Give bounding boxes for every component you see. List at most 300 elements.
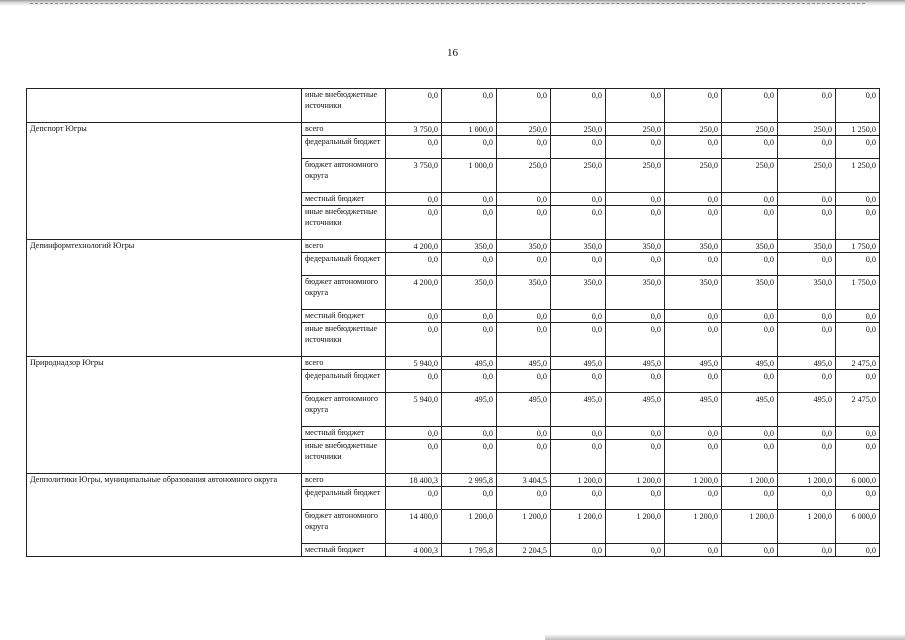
amount-value: 350,0 <box>642 242 661 251</box>
amount-value: 1 200,0 <box>693 512 718 521</box>
funding-source-label: бюджет автономного округа <box>305 160 378 180</box>
amount-value: 495,0 <box>813 395 832 404</box>
amount-cell <box>497 440 551 474</box>
funding-source-cell <box>302 393 386 427</box>
organization-cell: Депполитики Югры, муниципальные образования автономного округа <box>27 474 302 557</box>
amount-value: 0,0 <box>591 138 602 147</box>
amount-cell <box>442 487 497 510</box>
funding-source-label: всего <box>305 241 324 250</box>
amount-cell <box>836 136 880 159</box>
amount-cell <box>836 253 880 276</box>
amount-cell <box>386 510 442 544</box>
amount-cell <box>497 474 551 487</box>
funding-source-cell <box>302 427 386 440</box>
amount-value: 250,0 <box>755 161 774 170</box>
amount-cell <box>497 370 551 393</box>
amount-cell <box>497 159 551 193</box>
amount-cell <box>836 393 880 427</box>
amount-value: 0,0 <box>536 312 547 321</box>
amount-value: 0,0 <box>591 208 602 217</box>
amount-value: 0,0 <box>821 312 832 321</box>
amount-value: 0,0 <box>707 546 718 555</box>
amount-value: 350,0 <box>699 242 718 251</box>
amount-cell <box>665 159 722 193</box>
table-row <box>27 357 880 370</box>
amount-cell <box>497 89 551 123</box>
amount-value: 0,0 <box>763 208 774 217</box>
amount-cell <box>778 240 836 253</box>
amount-cell <box>665 474 722 487</box>
funding-source-label: бюджет автономного округа <box>305 394 378 414</box>
amount-cell <box>497 323 551 357</box>
amount-cell <box>497 136 551 159</box>
amount-value: 5 940,0 <box>413 359 438 368</box>
amount-cell <box>722 136 778 159</box>
amount-cell <box>606 440 665 474</box>
amount-cell <box>778 206 836 240</box>
amount-cell <box>497 487 551 510</box>
amount-value: 0,0 <box>482 195 493 204</box>
amount-value: 0,0 <box>707 195 718 204</box>
amount-value: 1 200,0 <box>636 512 661 521</box>
funding-source-label: федеральный бюджет <box>305 488 381 497</box>
funding-source-cell <box>302 323 386 357</box>
amount-cell <box>836 440 880 474</box>
amount-cell <box>497 393 551 427</box>
amount-value: 0,0 <box>536 442 547 451</box>
amount-cell <box>386 544 442 557</box>
amount-value: 0,0 <box>591 442 602 451</box>
amount-value: 6 000,0 <box>851 476 876 485</box>
amount-cell <box>386 159 442 193</box>
amount-value: 0,0 <box>707 255 718 264</box>
amount-value: 495,0 <box>474 395 493 404</box>
amount-cell <box>722 427 778 440</box>
amount-cell <box>442 474 497 487</box>
amount-value: 495,0 <box>755 359 774 368</box>
amount-value: 1 200,0 <box>807 476 832 485</box>
amount-value: 1 250,0 <box>851 125 876 134</box>
amount-cell <box>551 253 606 276</box>
amount-cell <box>442 357 497 370</box>
amount-cell <box>722 310 778 323</box>
amount-cell <box>551 310 606 323</box>
amount-cell <box>386 206 442 240</box>
amount-cell <box>442 427 497 440</box>
amount-value: 250,0 <box>528 161 547 170</box>
amount-value: 0,0 <box>821 208 832 217</box>
amount-cell <box>665 357 722 370</box>
amount-cell <box>442 159 497 193</box>
amount-value: 1 200,0 <box>577 512 602 521</box>
amount-cell <box>778 193 836 206</box>
amount-value: 0,0 <box>763 138 774 147</box>
amount-value: 0,0 <box>763 312 774 321</box>
funding-source-label: местный бюджет <box>305 545 365 554</box>
amount-cell <box>836 474 880 487</box>
amount-cell <box>551 440 606 474</box>
amount-value: 350,0 <box>583 278 602 287</box>
amount-cell <box>442 136 497 159</box>
amount-value: 0,0 <box>427 429 438 438</box>
amount-value: 0,0 <box>707 442 718 451</box>
amount-value: 350,0 <box>813 278 832 287</box>
amount-cell <box>665 206 722 240</box>
amount-cell <box>722 440 778 474</box>
amount-value: 0,0 <box>591 91 602 100</box>
amount-cell <box>722 544 778 557</box>
amount-value: 250,0 <box>642 161 661 170</box>
amount-value: 350,0 <box>474 278 493 287</box>
amount-cell <box>551 427 606 440</box>
amount-cell <box>778 310 836 323</box>
amount-cell <box>386 276 442 310</box>
amount-value: 0,0 <box>707 138 718 147</box>
amount-value: 3 750,0 <box>413 125 438 134</box>
amount-cell <box>386 89 442 123</box>
amount-cell <box>442 276 497 310</box>
funding-source-cell <box>302 206 386 240</box>
amount-value: 350,0 <box>583 242 602 251</box>
amount-value: 0,0 <box>865 546 876 555</box>
funding-source-label: местный бюджет <box>305 194 365 203</box>
amount-cell <box>722 357 778 370</box>
amount-value: 0,0 <box>650 442 661 451</box>
amount-value: 0,0 <box>821 195 832 204</box>
amount-cell <box>606 510 665 544</box>
amount-cell <box>665 427 722 440</box>
amount-value: 0,0 <box>650 312 661 321</box>
amount-cell <box>778 393 836 427</box>
amount-value: 250,0 <box>699 161 718 170</box>
organization-cell: Депинформтехнологий Югры <box>27 240 302 357</box>
amount-value: 0,0 <box>482 208 493 217</box>
amount-value: 0,0 <box>707 489 718 498</box>
amount-cell <box>778 544 836 557</box>
amount-value: 350,0 <box>699 278 718 287</box>
amount-value: 1 200,0 <box>749 476 774 485</box>
organization-cell: Природнадзор Югры <box>27 357 302 474</box>
amount-cell <box>778 123 836 136</box>
amount-value: 0,0 <box>763 372 774 381</box>
amount-value: 2 475,0 <box>851 395 876 404</box>
amount-cell <box>497 544 551 557</box>
amount-cell <box>778 136 836 159</box>
amount-value: 495,0 <box>642 359 661 368</box>
amount-value: 0,0 <box>650 208 661 217</box>
amount-cell <box>836 487 880 510</box>
amount-value: 495,0 <box>474 359 493 368</box>
amount-value: 4 200,0 <box>413 278 438 287</box>
amount-value: 0,0 <box>591 429 602 438</box>
amount-value: 0,0 <box>650 546 661 555</box>
funding-source-label: всего <box>305 358 324 367</box>
amount-value: 0,0 <box>763 546 774 555</box>
amount-value: 0,0 <box>591 546 602 555</box>
amount-cell <box>497 123 551 136</box>
amount-value: 1 200,0 <box>522 512 547 521</box>
funding-source-label: бюджет автономного округа <box>305 511 378 531</box>
amount-cell <box>722 510 778 544</box>
funding-source-label: всего <box>305 475 324 484</box>
amount-value: 0,0 <box>650 372 661 381</box>
organization-cell <box>27 89 302 123</box>
amount-value: 495,0 <box>755 395 774 404</box>
amount-value: 350,0 <box>755 242 774 251</box>
amount-cell <box>665 544 722 557</box>
amount-cell <box>442 544 497 557</box>
organization-cell: Депспорт Югры <box>27 123 302 240</box>
amount-cell <box>442 206 497 240</box>
amount-value: 0,0 <box>482 138 493 147</box>
amount-value: 0,0 <box>591 325 602 334</box>
amount-cell <box>551 193 606 206</box>
amount-cell <box>722 89 778 123</box>
budget-table <box>26 88 880 557</box>
amount-cell <box>497 240 551 253</box>
amount-value: 0,0 <box>591 312 602 321</box>
amount-cell <box>722 370 778 393</box>
amount-cell <box>497 510 551 544</box>
amount-value: 0,0 <box>482 442 493 451</box>
amount-value: 0,0 <box>650 429 661 438</box>
funding-source-cell <box>302 123 386 136</box>
amount-cell <box>778 487 836 510</box>
amount-cell <box>836 427 880 440</box>
amount-cell <box>606 206 665 240</box>
amount-value: 250,0 <box>642 125 661 134</box>
amount-value: 3 750,0 <box>413 161 438 170</box>
amount-cell <box>836 510 880 544</box>
amount-cell <box>836 240 880 253</box>
amount-value: 0,0 <box>865 325 876 334</box>
amount-value: 0,0 <box>650 138 661 147</box>
amount-value: 4 000,3 <box>413 546 438 555</box>
amount-cell <box>386 136 442 159</box>
amount-cell <box>442 193 497 206</box>
amount-value: 5 940,0 <box>413 395 438 404</box>
amount-value: 0,0 <box>707 429 718 438</box>
amount-cell <box>665 193 722 206</box>
amount-cell <box>497 253 551 276</box>
page-number: 16 <box>447 47 458 59</box>
amount-value: 0,0 <box>536 325 547 334</box>
amount-value: 0,0 <box>427 489 438 498</box>
amount-value: 350,0 <box>642 278 661 287</box>
funding-source-label: иные внебюджетные источники <box>305 207 378 227</box>
amount-value: 0,0 <box>536 489 547 498</box>
amount-cell <box>778 89 836 123</box>
amount-value: 0,0 <box>427 372 438 381</box>
table-row <box>27 89 880 123</box>
funding-source-label: федеральный бюджет <box>305 254 381 263</box>
amount-cell <box>665 136 722 159</box>
amount-value: 1 200,0 <box>807 512 832 521</box>
amount-value: 18 400,3 <box>409 476 438 485</box>
amount-value: 0,0 <box>427 195 438 204</box>
amount-value: 0,0 <box>482 312 493 321</box>
amount-value: 0,0 <box>427 138 438 147</box>
amount-value: 0,0 <box>707 312 718 321</box>
amount-value: 0,0 <box>865 442 876 451</box>
amount-cell <box>442 370 497 393</box>
amount-cell <box>386 357 442 370</box>
amount-cell <box>386 323 442 357</box>
amount-value: 0,0 <box>707 372 718 381</box>
amount-cell <box>722 206 778 240</box>
amount-cell <box>606 240 665 253</box>
amount-value: 0,0 <box>821 255 832 264</box>
amount-cell <box>386 253 442 276</box>
amount-value: 1 250,0 <box>851 161 876 170</box>
amount-cell <box>665 487 722 510</box>
amount-cell <box>836 357 880 370</box>
amount-cell <box>778 159 836 193</box>
amount-value: 1 200,0 <box>577 476 602 485</box>
budget-table-body <box>27 89 880 557</box>
amount-value: 0,0 <box>536 91 547 100</box>
amount-cell <box>606 89 665 123</box>
amount-value: 495,0 <box>699 359 718 368</box>
amount-value: 0,0 <box>763 489 774 498</box>
amount-value: 1 000,0 <box>468 125 493 134</box>
amount-cell <box>778 370 836 393</box>
amount-value: 2 204,5 <box>522 546 547 555</box>
amount-cell <box>497 310 551 323</box>
amount-value: 495,0 <box>528 359 547 368</box>
amount-cell <box>442 393 497 427</box>
amount-cell <box>836 323 880 357</box>
funding-source-label: федеральный бюджет <box>305 371 381 380</box>
amount-cell <box>778 510 836 544</box>
amount-value: 0,0 <box>536 195 547 204</box>
amount-cell <box>386 474 442 487</box>
amount-cell <box>551 240 606 253</box>
amount-value: 1 750,0 <box>851 278 876 287</box>
amount-value: 350,0 <box>528 278 547 287</box>
amount-cell <box>606 427 665 440</box>
amount-cell <box>606 123 665 136</box>
amount-value: 1 200,0 <box>693 476 718 485</box>
amount-value: 350,0 <box>528 242 547 251</box>
amount-value: 0,0 <box>536 138 547 147</box>
amount-cell <box>551 136 606 159</box>
amount-value: 0,0 <box>482 91 493 100</box>
amount-cell <box>836 193 880 206</box>
amount-value: 0,0 <box>865 208 876 217</box>
amount-value: 1 000,0 <box>468 161 493 170</box>
amount-cell <box>551 487 606 510</box>
amount-cell <box>836 310 880 323</box>
amount-value: 0,0 <box>707 91 718 100</box>
amount-cell <box>442 240 497 253</box>
amount-cell <box>606 253 665 276</box>
amount-value: 250,0 <box>699 125 718 134</box>
amount-cell <box>551 393 606 427</box>
funding-source-cell <box>302 510 386 544</box>
amount-cell <box>497 427 551 440</box>
amount-value: 0,0 <box>707 325 718 334</box>
amount-value: 0,0 <box>763 429 774 438</box>
amount-value: 0,0 <box>482 325 493 334</box>
amount-cell <box>551 357 606 370</box>
amount-value: 0,0 <box>591 489 602 498</box>
amount-value: 250,0 <box>583 125 602 134</box>
amount-cell <box>722 487 778 510</box>
amount-cell <box>442 510 497 544</box>
amount-cell <box>836 206 880 240</box>
amount-value: 0,0 <box>865 91 876 100</box>
amount-cell <box>442 440 497 474</box>
amount-value: 1 200,0 <box>468 512 493 521</box>
amount-cell <box>665 89 722 123</box>
amount-cell <box>606 393 665 427</box>
amount-value: 350,0 <box>474 242 493 251</box>
amount-value: 0,0 <box>763 442 774 451</box>
amount-value: 0,0 <box>427 208 438 217</box>
amount-cell <box>386 393 442 427</box>
amount-value: 250,0 <box>755 125 774 134</box>
amount-value: 0,0 <box>427 442 438 451</box>
amount-value: 0,0 <box>650 489 661 498</box>
funding-source-cell <box>302 474 386 487</box>
amount-value: 0,0 <box>482 429 493 438</box>
amount-value: 0,0 <box>591 255 602 264</box>
amount-value: 0,0 <box>482 255 493 264</box>
amount-cell <box>665 240 722 253</box>
amount-cell <box>778 440 836 474</box>
amount-value: 3 404,5 <box>522 476 547 485</box>
funding-source-cell <box>302 544 386 557</box>
amount-value: 0,0 <box>865 372 876 381</box>
amount-cell <box>722 159 778 193</box>
amount-cell <box>665 123 722 136</box>
amount-value: 0,0 <box>865 312 876 321</box>
amount-value: 0,0 <box>427 325 438 334</box>
funding-source-cell <box>302 240 386 253</box>
amount-cell <box>606 357 665 370</box>
funding-source-cell <box>302 253 386 276</box>
amount-cell <box>442 323 497 357</box>
amount-cell <box>442 253 497 276</box>
amount-cell <box>778 323 836 357</box>
scan-top-edge <box>0 0 905 6</box>
amount-cell <box>606 193 665 206</box>
amount-value: 350,0 <box>813 242 832 251</box>
funding-source-cell <box>302 440 386 474</box>
funding-source-cell <box>302 136 386 159</box>
amount-value: 0,0 <box>821 91 832 100</box>
amount-value: 0,0 <box>536 208 547 217</box>
amount-cell <box>722 123 778 136</box>
amount-cell <box>665 393 722 427</box>
amount-value: 0,0 <box>650 325 661 334</box>
amount-value: 1 200,0 <box>636 476 661 485</box>
amount-value: 495,0 <box>813 359 832 368</box>
amount-cell <box>551 510 606 544</box>
amount-value: 350,0 <box>755 278 774 287</box>
amount-value: 250,0 <box>583 161 602 170</box>
amount-value: 1 750,0 <box>851 242 876 251</box>
amount-cell <box>836 123 880 136</box>
amount-value: 1 795,8 <box>468 546 493 555</box>
amount-value: 4 200,0 <box>413 242 438 251</box>
amount-value: 495,0 <box>583 395 602 404</box>
amount-cell <box>551 370 606 393</box>
amount-value: 0,0 <box>482 372 493 381</box>
amount-cell <box>606 474 665 487</box>
amount-cell <box>722 240 778 253</box>
